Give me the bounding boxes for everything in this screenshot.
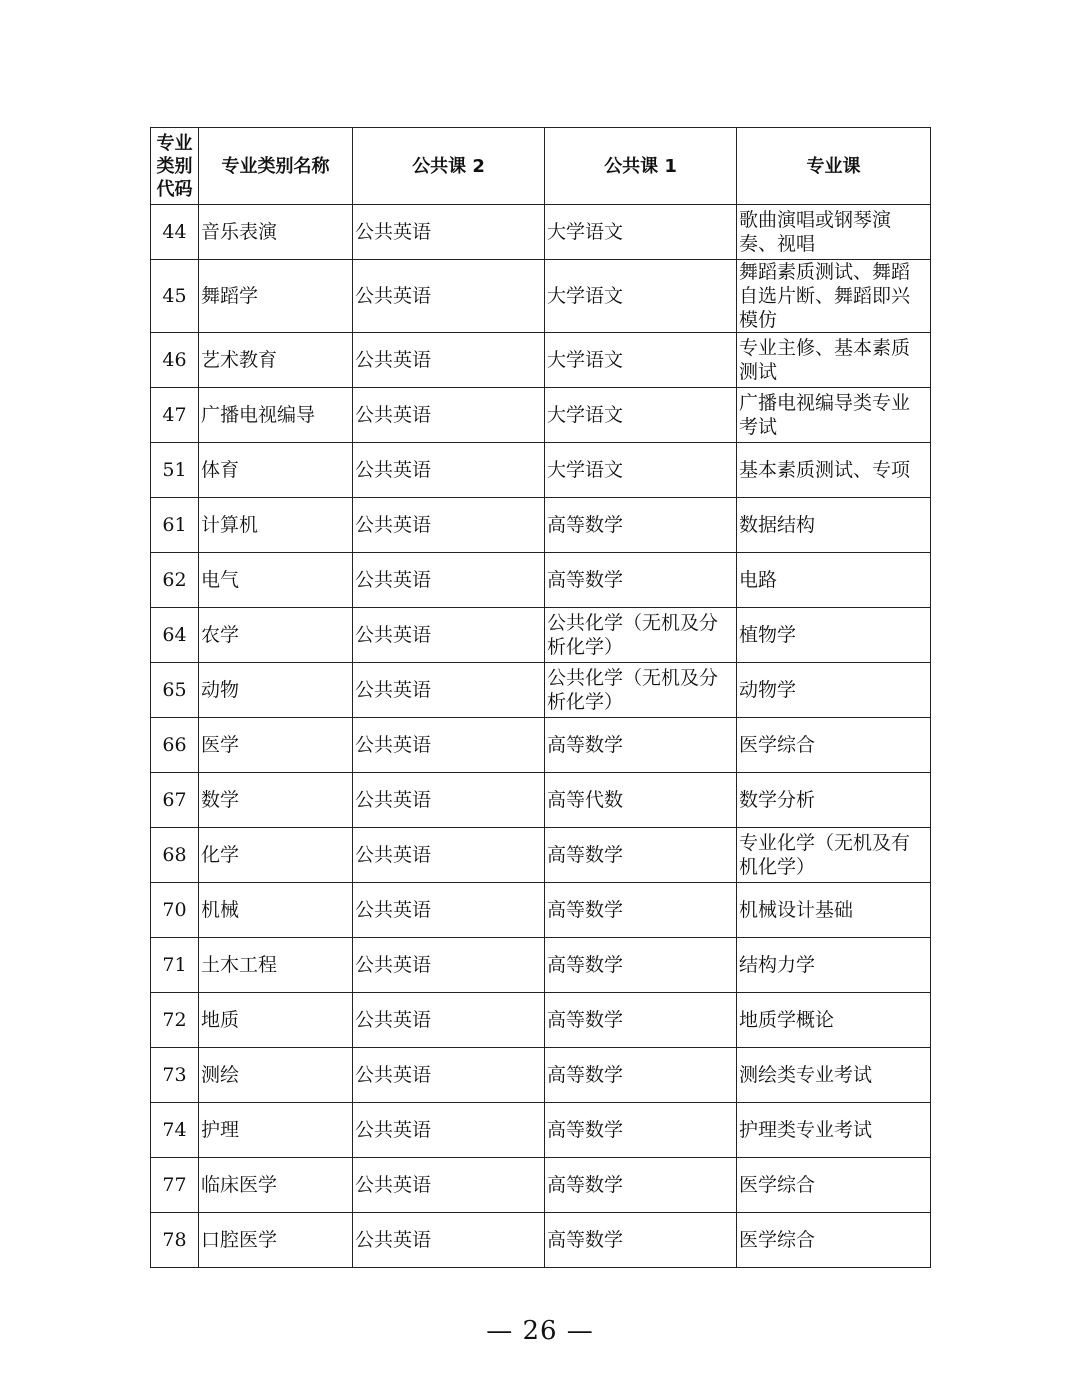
table-row — [151, 498, 931, 553]
cell-public2: 公共英语 — [353, 1103, 545, 1158]
cell-public1: 公共化学（无机及分析化学） — [545, 663, 737, 718]
cell-public2: 公共英语 — [353, 205, 545, 260]
cell-name: 机械 — [199, 883, 353, 938]
cell-code: 64 — [151, 608, 199, 663]
cell-major: 结构力学 — [737, 938, 931, 993]
header-major: 专业课 — [737, 128, 931, 205]
header-code — [151, 128, 199, 205]
cell-major: 地质学概论 — [737, 993, 931, 1048]
cell-public1: 公共化学（无机及分析化学） — [545, 608, 737, 663]
cell-name: 艺术教育 — [199, 333, 353, 388]
cell-major: 基本素质测试、专项 — [737, 443, 931, 498]
cell-major: 护理类专业考试 — [737, 1103, 931, 1158]
cell-public2: 公共英语 — [353, 608, 545, 663]
cell-public2: 公共英语 — [353, 1048, 545, 1103]
cell-public1: 大学语文 — [545, 333, 737, 388]
table-row — [151, 553, 931, 608]
cell-public2: 公共英语 — [353, 443, 545, 498]
table-row — [151, 1213, 931, 1268]
cell-public2: 公共英语 — [353, 718, 545, 773]
cell-public2: 公共英语 — [353, 1158, 545, 1213]
cell-code: 62 — [151, 553, 199, 608]
cell-major: 机械设计基础 — [737, 883, 931, 938]
cell-major: 数学分析 — [737, 773, 931, 828]
cell-name: 化学 — [199, 828, 353, 883]
cell-public1: 大学语文 — [545, 388, 737, 443]
cell-public1: 高等数学 — [545, 938, 737, 993]
header-public2: 公共课 2 — [353, 128, 545, 205]
cell-major: 歌曲演唱或钢琴演奏、视唱 — [737, 205, 931, 260]
cell-public1: 高等数学 — [545, 1158, 737, 1213]
cell-public2: 公共英语 — [353, 663, 545, 718]
cell-name: 测绘 — [199, 1048, 353, 1103]
cell-code: 66 — [151, 718, 199, 773]
cell-code: 45 — [151, 260, 199, 333]
cell-code: 67 — [151, 773, 199, 828]
cell-code: 74 — [151, 1103, 199, 1158]
table-row — [151, 718, 931, 773]
cell-major: 专业主修、基本素质测试 — [737, 333, 931, 388]
cell-name: 口腔医学 — [199, 1213, 353, 1268]
cell-name: 土木工程 — [199, 938, 353, 993]
table-row — [151, 205, 931, 260]
cell-public1: 高等数学 — [545, 1103, 737, 1158]
cell-major: 测绘类专业考试 — [737, 1048, 931, 1103]
cell-public1: 高等数学 — [545, 828, 737, 883]
cell-code: 77 — [151, 1158, 199, 1213]
cell-public1: 高等数学 — [545, 883, 737, 938]
cell-name: 医学 — [199, 718, 353, 773]
cell-major: 电路 — [737, 553, 931, 608]
header-public1: 公共课 1 — [545, 128, 737, 205]
cell-major: 广播电视编导类专业考试 — [737, 388, 931, 443]
cell-major: 医学综合 — [737, 1213, 931, 1268]
table-row — [151, 1048, 931, 1103]
cell-name: 临床医学 — [199, 1158, 353, 1213]
cell-public2: 公共英语 — [353, 828, 545, 883]
cell-public2: 公共英语 — [353, 333, 545, 388]
cell-major: 舞蹈素质测试、舞蹈自选片断、舞蹈即兴模仿 — [737, 260, 931, 333]
cell-code: 68 — [151, 828, 199, 883]
cell-public1: 高等数学 — [545, 498, 737, 553]
table-row — [151, 388, 931, 443]
cell-public2: 公共英语 — [353, 938, 545, 993]
cell-code: 72 — [151, 993, 199, 1048]
cell-major: 医学综合 — [737, 1158, 931, 1213]
cell-public2: 公共英语 — [353, 260, 545, 333]
header-code-label: 专业 类别 代码 — [156, 132, 193, 200]
table-row — [151, 1158, 931, 1213]
cell-name: 计算机 — [199, 498, 353, 553]
cell-public1: 高等数学 — [545, 1213, 737, 1268]
cell-public1: 大学语文 — [545, 205, 737, 260]
header-name: 专业类别名称 — [199, 128, 353, 205]
cell-name: 音乐表演 — [199, 205, 353, 260]
cell-code: 51 — [151, 443, 199, 498]
header-row — [151, 128, 931, 205]
table-row — [151, 938, 931, 993]
table-row — [151, 260, 931, 333]
cell-code: 47 — [151, 388, 199, 443]
cell-name: 护理 — [199, 1103, 353, 1158]
cell-code: 65 — [151, 663, 199, 718]
cell-name: 地质 — [199, 993, 353, 1048]
cell-name: 数学 — [199, 773, 353, 828]
cell-code: 78 — [151, 1213, 199, 1268]
table-row — [151, 663, 931, 718]
cell-public1: 大学语文 — [545, 443, 737, 498]
cell-code: 73 — [151, 1048, 199, 1103]
cell-public2: 公共英语 — [353, 388, 545, 443]
cell-public2: 公共英语 — [353, 883, 545, 938]
cell-name: 电气 — [199, 553, 353, 608]
cell-major: 专业化学（无机及有机化学） — [737, 828, 931, 883]
cell-name: 体育 — [199, 443, 353, 498]
cell-public2: 公共英语 — [353, 1213, 545, 1268]
cell-major: 医学综合 — [737, 718, 931, 773]
cell-code: 44 — [151, 205, 199, 260]
cell-name: 广播电视编导 — [199, 388, 353, 443]
cell-public1: 高等数学 — [545, 1048, 737, 1103]
cell-major: 植物学 — [737, 608, 931, 663]
page-number: — 26 — — [486, 1316, 594, 1346]
cell-name: 动物 — [199, 663, 353, 718]
cell-code: 71 — [151, 938, 199, 993]
cell-name: 农学 — [199, 608, 353, 663]
table-row — [151, 773, 931, 828]
cell-public1: 高等数学 — [545, 718, 737, 773]
table-row — [151, 993, 931, 1048]
cell-public2: 公共英语 — [353, 993, 545, 1048]
cell-code: 46 — [151, 333, 199, 388]
table-body — [151, 205, 931, 1268]
cell-major: 动物学 — [737, 663, 931, 718]
cell-public2: 公共英语 — [353, 498, 545, 553]
table-row — [151, 1103, 931, 1158]
table-row — [151, 883, 931, 938]
subjects-table — [150, 127, 931, 1268]
cell-public1: 高等代数 — [545, 773, 737, 828]
cell-public1: 高等数学 — [545, 993, 737, 1048]
table-row — [151, 333, 931, 388]
cell-public1: 大学语文 — [545, 260, 737, 333]
table-row — [151, 828, 931, 883]
table-row — [151, 608, 931, 663]
cell-major: 数据结构 — [737, 498, 931, 553]
cell-code: 61 — [151, 498, 199, 553]
cell-public2: 公共英语 — [353, 773, 545, 828]
cell-public2: 公共英语 — [353, 553, 545, 608]
cell-name: 舞蹈学 — [199, 260, 353, 333]
cell-code: 70 — [151, 883, 199, 938]
cell-public1: 高等数学 — [545, 553, 737, 608]
table-row — [151, 443, 931, 498]
